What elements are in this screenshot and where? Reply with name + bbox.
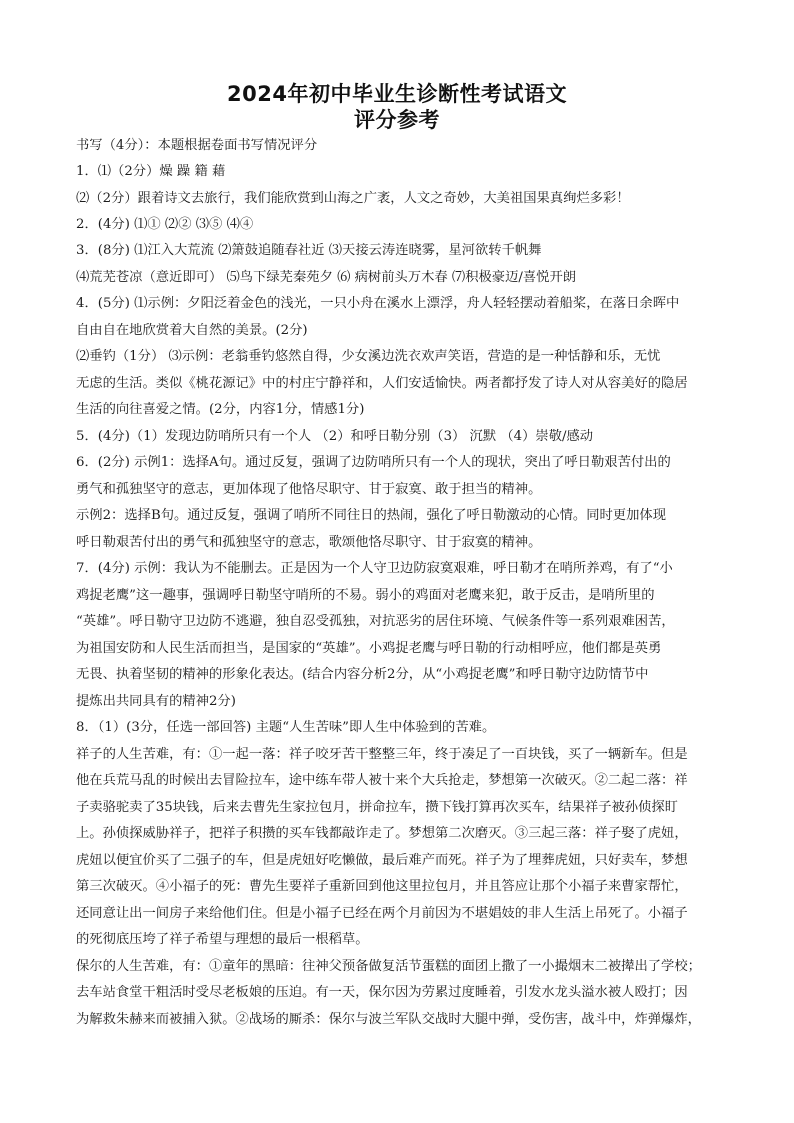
text-line: 上。孙侦探威胁祥子，把祥子积攒的买车钱都敲诈走了。梦想第二次磨灭。③三起三落：祥子娶了虎妞， [76, 826, 688, 841]
document-title: 2024年初中毕业生诊断性考试语文 [227, 82, 567, 106]
text-line: 虎妞以便宜价买了二强子的车，但是虎妞好吃懒做，最后难产而死。祥子为了埋葬虎妞，只好卖车，梦想 [76, 853, 688, 868]
text-line: 自由自在地欣赏着大自然的美景。(2分) [76, 323, 308, 338]
text-line: 4．(5分) ⑴示例：夕阳泛着金色的浅光，一只小舟在溪水上漂浮，舟人轻轻摆动着船桨，在落日余晖中 [76, 296, 680, 311]
text-line: 他在兵荒马乱的时候出去冒险拉车，途中练车带人被十来个大兵抢走，梦想第一次破灭。②二起二落：祥 [76, 773, 688, 788]
text-line: 无畏、执着坚韧的精神的形象化表达。(结合内容分析2分，从“小鸡捉老鹰”和呼日勒守边防情节中 [76, 667, 649, 682]
text-line: 第三次破灭。④小福子的死：曹先生要祥子重新回到他这里拉包月，并且答应让那个小福子来曹家帮忙， [76, 879, 688, 894]
text-line: 书写（4分）：本题根据卷面书写情况评分 [76, 138, 318, 153]
text-line: 7．(4分) 示例：我认为不能删去。正是因为一个人守卫边防寂寞艰难，呼日勒才在哨所养鸡，有了“小 [76, 561, 673, 576]
text-line: 还同意让出一间房子来给他们住。但是小福子已经在两个月前因为不堪娼妓的非人生活上吊死了。小福子 [76, 906, 688, 921]
text-line: ⑵垂钓（1分） ⑶示例：老翁垂钓悠然自得，少女溪边洗衣欢声笑语，营造的是一种恬静和乐，无忧 [76, 349, 661, 364]
text-line: 祥子的人生苦难，有：①一起一落：祥子咬牙苦干整整三年，终于凑足了一百块钱，买了一辆新车。但是 [76, 747, 688, 762]
text-line: 6．(2分) 示例1：选择A句。通过反复，强调了边防哨所只有一个人的现状，突出了呼日勒艰苦付出的 [76, 455, 671, 470]
text-line: 1．⑴（2分）燥 躁 籍 藉 [76, 164, 226, 179]
text-line: “英雄”。呼日勒守卫边防不逃避，独自忍受孤独，对抗恶劣的居住环境、气候条件等一系列艰难困苦， [76, 614, 675, 629]
text-line: 提炼出共同具有的精神2分) [76, 694, 236, 709]
text-line: 为祖国安防和人民生活而担当，是国家的“英雄”。小鸡捉老鹰与呼日勒的行动相呼应，他们都是英勇 [76, 641, 662, 656]
text-line: 去车站食堂干粗活时受尽老板娘的压迫。有一天，保尔因为劳累过度睡着，引发水龙头溢水被人殴打；因 [76, 985, 688, 1000]
text-line: 5．(4分)（1）发现边防哨所只有一个人 （2）和呼日勒分别（3） 沉默 （4）崇敬/感动 [76, 429, 594, 444]
text-line: 子卖骆驼卖了35块钱，后来去曹先生家拉包月，拼命拉车，攒下钱打算再次买车，结果祥子被孙侦探盯 [76, 800, 678, 815]
text-line: 为解救朱赫来而被捕入狱。②战场的厮杀：保尔与波兰军队交战时大腿中弹，受伤害，战斗中，炸弹爆炸， [76, 1012, 701, 1027]
text-line: 勇气和孤独坚守的意志，更加体现了他恪尽职守、甘于寂寞、敢于担当的精神。 [76, 482, 542, 497]
text-line: 3．(8分) ⑴江入大荒流 ⑵箫鼓追随春社近 ⑶天接云涛连晓雾，星河欲转千帆舞 [76, 243, 542, 258]
document-subtitle: 评分参考 [354, 108, 440, 132]
text-line: ⑷荒芜苍凉（意近即可） ⑸鸟下绿芜秦苑夕 ⑹ 病树前头万木春 ⑺积极豪迈/喜悦开朗 [76, 270, 577, 285]
text-line: 鸡捉老鹰”这一趣事，强调呼日勒坚守哨所的不易。弱小的鸡面对老鹰来犯，敢于反击，是哨所里的 [76, 588, 655, 603]
text-line: 的死彻底压垮了祥子希望与理想的最后一根稻草。 [76, 932, 369, 947]
text-line: 呼日勒艰苦付出的勇气和孤独坚守的意志，歌颂他恪尽职守、甘于寂寞的精神。 [76, 535, 542, 550]
text-line: 8．（1）(3分，任选一部回答) 主题“人生苦味”即人生中体验到的苦难。 [76, 720, 496, 735]
text-line: ⑵（2分）跟着诗文去旅行，我们能欣赏到山海之广袤，人文之奇妙，大美祖国果真绚烂多彩！ [76, 191, 630, 206]
text-line: 2．(4分) ⑴① ⑵② ⑶⑤ ⑷④ [76, 217, 254, 232]
text-line: 生活的向往喜爱之情。(2分，内容1分，情感1分) [76, 402, 365, 417]
text-line: 保尔的人生苦难，有：①童年的黑暗：往神父预备做复活节蛋糕的面团上撒了一小撮烟末二被撵出了学校； [76, 959, 701, 974]
text-line: 示例2：选择B句。通过反复，强调了哨所不同往日的热闹，强化了呼日勒激动的心情。同时更加体现 [76, 508, 666, 523]
text-line: 无虑的生活。类似《桃花源记》中的村庄宁静祥和，人们安适愉快。两者都抒发了诗人对从容美好的隐居 [76, 376, 688, 391]
